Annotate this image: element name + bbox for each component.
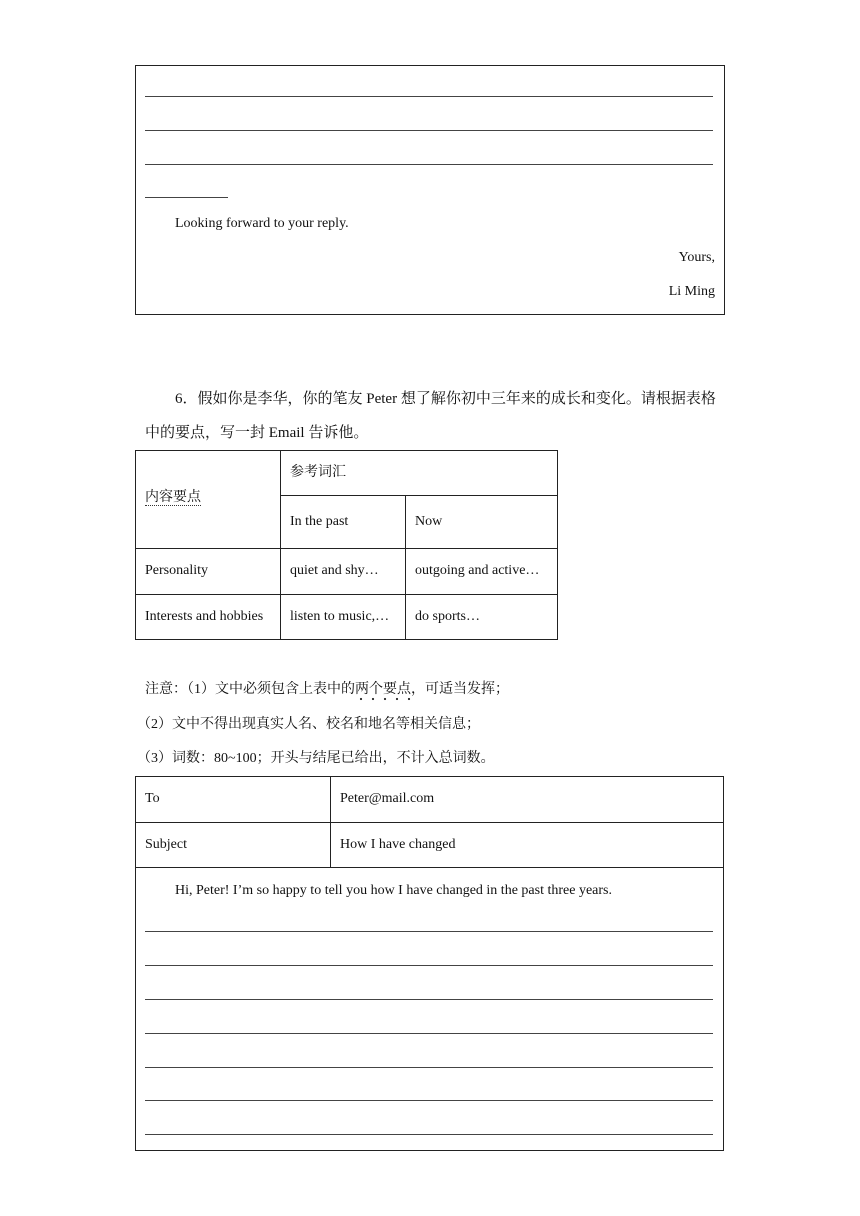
email-subject-label: Subject [145, 837, 187, 852]
row-past-interests: listen to music,… [290, 609, 390, 624]
writing-line[interactable] [145, 1033, 713, 1034]
table-header-keypoints: 内容要点 [145, 490, 201, 505]
email-to-label-cell [135, 776, 331, 823]
email-to-value: Peter@mail.com [340, 791, 435, 806]
writing-line[interactable] [145, 1100, 713, 1101]
writing-line[interactable] [145, 96, 713, 97]
note-1-emphasis: 两个要点 [355, 682, 411, 701]
letter-answer-box [135, 65, 725, 315]
note-1: 注意：（1）文中必须包含上表中的两个要点，可适当发挥； [145, 681, 509, 699]
writing-line[interactable] [145, 197, 228, 198]
email-body-box [135, 867, 724, 1151]
row-now-interests: do sports… [415, 609, 480, 624]
row-label-interests: Interests and hobbies [145, 609, 264, 624]
closing-line: Looking forward to your reply. [175, 216, 349, 231]
writing-line[interactable] [145, 130, 713, 131]
row-past-personality: quiet and shy… [290, 563, 379, 578]
writing-line[interactable] [145, 999, 713, 1000]
writing-line[interactable] [145, 164, 713, 165]
question-prompt-line2: 中的要点，写一封 Email 告诉他。 [145, 425, 369, 441]
writing-line[interactable] [145, 931, 713, 932]
signature-name: Li Ming [668, 284, 715, 299]
table-header-vocab: 参考词汇 [290, 465, 346, 480]
email-opening: Hi, Peter! I’m so happy to tell you how I have changed in the past three years. [175, 883, 612, 898]
writing-line[interactable] [145, 1134, 713, 1135]
note-3: （3）词数：80~100；开头与结尾已给出，不计入总词数。 [137, 751, 495, 766]
signoff: Yours, [678, 250, 715, 265]
note-2: （2）文中不得出现真实人名、校名和地名等相关信息； [137, 717, 480, 732]
writing-line[interactable] [145, 965, 713, 966]
table-col-now: Now [415, 514, 443, 529]
table-col-past: In the past [290, 514, 349, 529]
row-label-personality: Personality [145, 563, 208, 578]
email-subject-value: How I have changed [340, 837, 456, 852]
row-now-personality: outgoing and active… [415, 563, 540, 578]
question-prompt-line1: 6．假如你是李华，你的笔友 Peter 想了解你初中三年来的成长和变化。请根据表格 [175, 391, 716, 407]
writing-line[interactable] [145, 1067, 713, 1068]
email-to-label: To [145, 791, 160, 806]
